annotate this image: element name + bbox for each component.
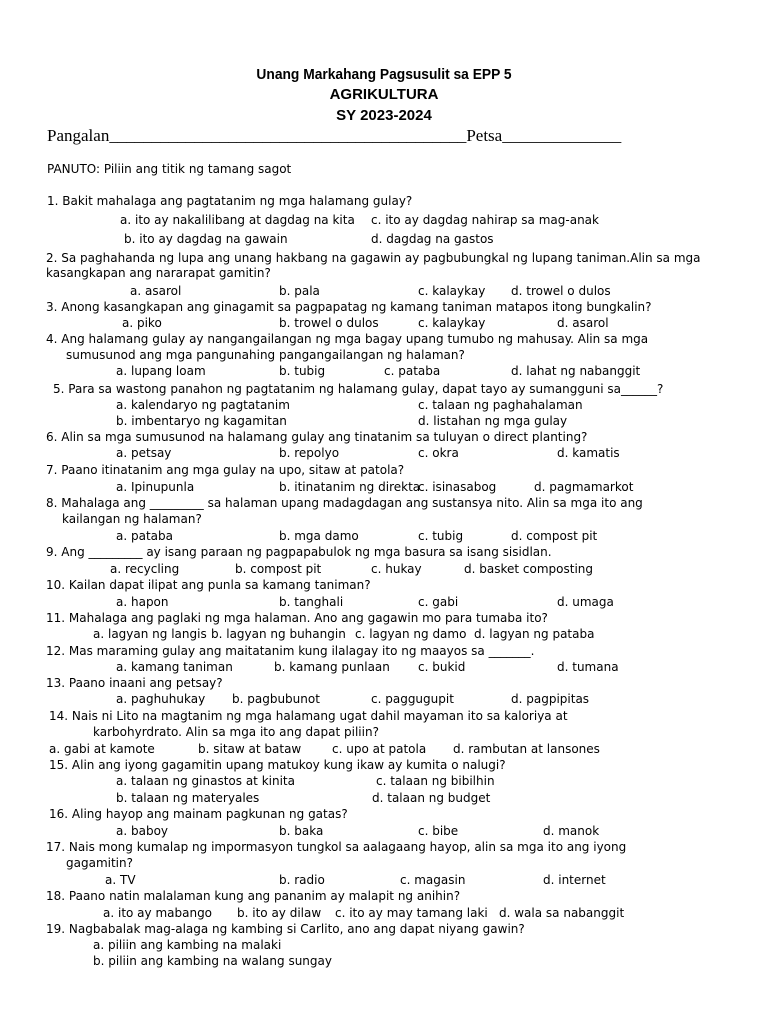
q3-choice-a: a. piko: [122, 316, 162, 330]
q3-choice-d: d. asarol: [557, 316, 609, 330]
q8-choice-b: b. mga damo: [279, 529, 359, 543]
school-year: SY 2023-2024: [336, 107, 432, 124]
name-blank[interactable]: __________________________________________: [109, 126, 467, 145]
q16-choice-b: b. baka: [279, 824, 324, 838]
q9-choice-a: a. recycling: [110, 562, 180, 576]
q18-choice-a: a. ito ay mabango: [103, 906, 213, 920]
q10-choice-d: d. umaga: [557, 595, 614, 609]
question-14-cont: karbohyrdrato. Alin sa mga ito ang dapat piliin?: [93, 725, 379, 739]
instructions: PANUTO: Piliin ang titik ng tamang sagot: [47, 162, 292, 176]
q7-choice-d: d. pagmamarkot: [534, 480, 634, 494]
q17-choice-c: c. magasin: [400, 873, 466, 887]
q17-choice-b: b. radio: [279, 873, 325, 887]
q14-choice-d: d. rambutan at lansones: [453, 742, 600, 756]
q2-choice-c: c. kalaykay: [418, 284, 486, 298]
q7-choice-c: c. isinasabog: [418, 480, 497, 494]
question-18: 18. Paano natin malalaman kung ang pananim ay malapit ng anihin?: [46, 889, 461, 903]
question-17: 17. Nais mong kumalap ng impormasyon tungkol sa aalagaang hayop, alin sa mga ito ang iyong: [46, 840, 627, 854]
q2-choice-d: d. trowel o dulos: [511, 284, 611, 298]
q13-choice-d: d. pagpipitas: [511, 692, 590, 706]
q15-choice-b: b. talaan ng materyales: [116, 791, 260, 805]
q5-choice-a: a. kalendaryo ng pagtatanim: [116, 398, 290, 412]
q1-choice-b: b. ito ay dagdag na gawain: [124, 232, 288, 246]
q11-choice-d: d. lagyan ng pataba: [474, 627, 595, 641]
q12-choice-c: c. bukid: [418, 660, 466, 674]
q1-choice-c: c. ito ay dagdag nahirap sa mag-anak: [371, 213, 599, 227]
q1-choice-d: d. dagdag na gastos: [371, 232, 494, 246]
q11-choice-a: a. lagyan ng langis: [93, 627, 207, 641]
q16-choice-d: d. manok: [543, 824, 600, 838]
question-2: 2. Sa paghahanda ng lupa ang unang hakbang na gagawin ay pagbubungkal ng lupang taniman.Alin sa mga: [46, 251, 701, 265]
q6-choice-b: b. repolyo: [279, 446, 340, 460]
q4-choice-b: b. tubig: [279, 364, 326, 378]
q8-choice-a: a. pataba: [116, 529, 173, 543]
question-14: 14. Nais ni Lito na magtanim ng mga halamang ugat dahil mayaman ito sa kaloriya at: [49, 709, 568, 723]
q13-choice-a: a. paghuhukay: [116, 692, 206, 706]
q14-choice-b: b. sitaw at bataw: [198, 742, 302, 756]
q15-choice-a: a. talaan ng ginastos at kinita: [116, 774, 295, 788]
q10-choice-a: a. hapon: [116, 595, 169, 609]
q18-choice-c: c. ito ay may tamang laki: [335, 906, 488, 920]
question-12: 12. Mas maraming gulay ang maitatanim kung ilalagay ito ng maayos sa _______.: [46, 644, 535, 658]
q2-choice-b: b. pala: [279, 284, 320, 298]
q13-choice-b: b. pagbubunot: [232, 692, 320, 706]
q10-choice-c: c. gabi: [418, 595, 459, 609]
question-1: 1. Bakit mahalaga ang pagtatanim ng mga halamang gulay?: [47, 194, 413, 208]
question-7: 7. Paano itinatanim ang mga gulay na upo, sitaw at patola?: [46, 463, 405, 477]
q4-choice-d: d. lahat ng nabanggit: [511, 364, 641, 378]
q19-choice-b: b. piliin ang kambing na walang sungay: [93, 954, 332, 968]
q9-choice-d: d. basket composting: [464, 562, 593, 576]
q8-choice-c: c. tubig: [418, 529, 464, 543]
q18-choice-d: d. wala sa nabanggit: [499, 906, 625, 920]
date-label: Petsa: [466, 126, 503, 145]
q6-choice-d: d. kamatis: [557, 446, 620, 460]
q7-choice-a: a. Ipinupunla: [116, 480, 195, 494]
q6-choice-c: c. okra: [418, 446, 459, 460]
q1-choice-a: a. ito ay nakalilibang at dagdag na kita: [120, 213, 355, 227]
question-11: 11. Mahalaga ang paglaki ng mga halaman. Ano ang gagawin mo para tumaba ito?: [46, 611, 548, 625]
question-4-cont: sumusunod ang mga pangunahing pangangailangan ng halaman?: [66, 348, 465, 362]
date-blank[interactable]: ______________: [502, 126, 622, 145]
q11-choice-b: b. lagyan ng buhangin: [211, 627, 346, 641]
q16-choice-c: c. bibe: [418, 824, 459, 838]
q8-choice-d: d. compost pit: [511, 529, 598, 543]
question-16: 16. Aling hayop ang mainam pagkunan ng gatas?: [49, 807, 348, 821]
exam-title: Unang Markahang Pagsusulit sa EPP 5: [256, 66, 512, 83]
q17-choice-d: d. internet: [543, 873, 606, 887]
q14-choice-c: c. upo at patola: [332, 742, 427, 756]
question-2-cont: kasangkapan ang nararapat gamitin?: [46, 266, 271, 280]
question-17-cont: gagamitin?: [66, 856, 133, 870]
q12-choice-d: d. tumana: [557, 660, 619, 674]
question-3: 3. Anong kasangkapan ang ginagamit sa pagpapatag ng kamang taniman matapos itong bungkalin?: [46, 300, 652, 314]
question-6: 6. Alin sa mga sumusunod na halamang gulay ang tinatanim sa tuluyan o direct planting?: [46, 430, 588, 444]
q16-choice-a: a. baboy: [116, 824, 169, 838]
q14-choice-a: a. gabi at kamote: [49, 742, 155, 756]
q11-choice-c: c. lagyan ng damo: [355, 627, 467, 641]
q12-choice-b: b. kamang punlaan: [274, 660, 390, 674]
q12-choice-a: a. kamang taniman: [116, 660, 233, 674]
q13-choice-c: c. paggugupit: [371, 692, 454, 706]
question-9: 9. Ang _________ ay isang paraan ng pagpapabulok ng mga basura sa isang sisidlan.: [46, 545, 552, 559]
q3-choice-b: b. trowel o dulos: [279, 316, 379, 330]
question-4: 4. Ang halamang gulay ay nangangailangan ng mga bagay upang tumubo ng mahusay. Alin sa mga: [46, 332, 649, 346]
question-19: 19. Nagbabalak mag-alaga ng kambing si Carlito, ano ang dapat niyang gawin?: [46, 922, 525, 936]
question-15: 15. Alin ang iyong gagamitin upang matukoy kung ikaw ay kumita o nalugi?: [49, 758, 506, 772]
q10-choice-b: b. tanghali: [279, 595, 344, 609]
question-5: 5. Para sa wastong panahon ng pagtatanim ng halamang gulay, dapat tayo ay sumangguni sa______?: [53, 382, 664, 396]
q19-choice-a: a. piliin ang kambing na malaki: [93, 938, 282, 952]
name-label: Pangalan: [47, 126, 110, 145]
q15-choice-d: d. talaan ng budget: [372, 791, 491, 805]
q4-choice-c: c. pataba: [384, 364, 441, 378]
question-13: 13. Paano inaani ang petsay?: [46, 676, 223, 690]
q4-choice-a: a. lupang loam: [116, 364, 206, 378]
question-8-cont: kailangan ng halaman?: [62, 512, 202, 526]
q15-choice-c: c. talaan ng bibilhin: [376, 774, 495, 788]
name-date-line: [47, 126, 621, 146]
q2-choice-a: a. asarol: [130, 284, 182, 298]
q9-choice-c: c. hukay: [371, 562, 422, 576]
q17-choice-a: a. TV: [105, 873, 136, 887]
q5-choice-d: d. listahan ng mga gulay: [418, 414, 568, 428]
q5-choice-c: c. talaan ng paghahalaman: [418, 398, 583, 412]
question-8: 8. Mahalaga ang _________ sa halaman upang madagdagan ang sustansya nito. Alin sa mga ito ang: [46, 496, 643, 510]
question-10: 10. Kailan dapat ilipat ang punla sa kamang taniman?: [46, 578, 371, 592]
q3-choice-c: c. kalaykay: [418, 316, 486, 330]
exam-subject: AGRIKULTURA: [329, 86, 439, 103]
q9-choice-b: b. compost pit: [235, 562, 322, 576]
q6-choice-a: a. petsay: [116, 446, 172, 460]
q7-choice-b: b. itinatanim ng direkta: [279, 480, 421, 494]
q5-choice-b: b. imbentaryo ng kagamitan: [116, 414, 287, 428]
q18-choice-b: b. ito ay dilaw: [237, 906, 322, 920]
